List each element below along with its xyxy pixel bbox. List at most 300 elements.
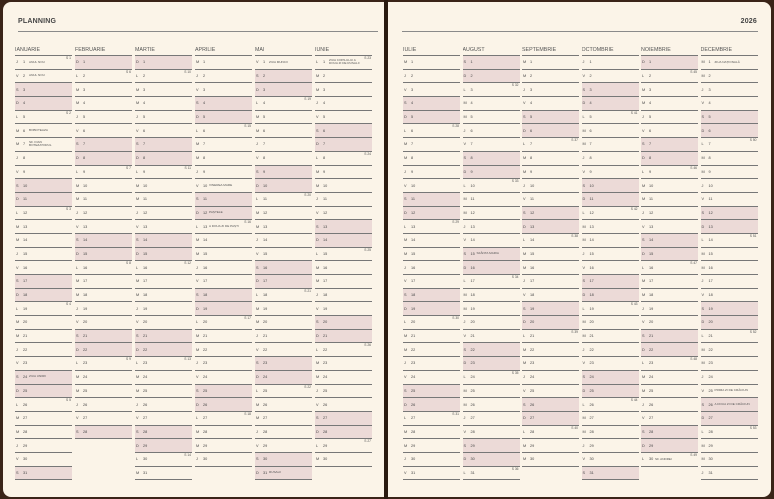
day-row[interactable] — [15, 398, 72, 412]
day-row[interactable] — [75, 371, 132, 385]
day-row[interactable] — [463, 179, 520, 193]
day-row[interactable] — [463, 289, 520, 303]
day-row[interactable] — [75, 97, 132, 111]
day-row[interactable] — [701, 97, 758, 111]
day-row[interactable] — [195, 261, 252, 275]
day-row[interactable] — [403, 275, 460, 289]
day-row[interactable] — [255, 111, 312, 125]
day-row[interactable] — [75, 302, 132, 316]
day-row[interactable] — [195, 124, 252, 138]
day-row[interactable] — [463, 412, 520, 426]
day-row[interactable] — [701, 124, 758, 138]
day-row[interactable] — [463, 467, 520, 481]
day-row[interactable] — [701, 371, 758, 385]
day-row[interactable] — [641, 343, 698, 357]
day-row[interactable] — [255, 467, 312, 481]
day-row[interactable] — [582, 439, 639, 453]
day-row[interactable] — [195, 330, 252, 344]
day-row[interactable] — [463, 357, 520, 371]
day-row[interactable] — [582, 234, 639, 248]
day-row[interactable] — [522, 289, 579, 303]
day-row[interactable] — [463, 138, 520, 152]
day-row[interactable] — [522, 426, 579, 440]
day-row[interactable] — [701, 111, 758, 125]
day-row[interactable] — [701, 70, 758, 84]
day-row[interactable] — [403, 152, 460, 166]
day-row[interactable] — [195, 275, 252, 289]
day-row[interactable] — [75, 385, 132, 399]
day-row[interactable] — [463, 70, 520, 84]
day-row[interactable] — [403, 56, 460, 70]
day-row[interactable] — [403, 439, 460, 453]
day-row[interactable] — [315, 220, 372, 234]
day-row[interactable] — [255, 289, 312, 303]
day-row[interactable] — [641, 152, 698, 166]
day-row[interactable] — [315, 439, 372, 453]
day-row[interactable] — [582, 453, 639, 467]
day-row[interactable] — [582, 412, 639, 426]
day-row[interactable] — [255, 357, 312, 371]
day-row[interactable] — [463, 398, 520, 412]
day-row[interactable] — [135, 207, 192, 221]
day-row[interactable] — [15, 220, 72, 234]
day-row[interactable] — [255, 453, 312, 467]
day-row[interactable] — [195, 220, 252, 234]
day-row[interactable] — [582, 248, 639, 262]
day-row[interactable] — [463, 97, 520, 111]
day-row[interactable] — [15, 453, 72, 467]
day-row[interactable] — [641, 111, 698, 125]
day-row[interactable] — [522, 343, 579, 357]
day-row[interactable] — [701, 275, 758, 289]
day-row[interactable] — [522, 412, 579, 426]
day-row[interactable] — [315, 56, 372, 70]
day-row[interactable] — [75, 179, 132, 193]
day-row[interactable] — [15, 166, 72, 180]
day-row[interactable] — [255, 83, 312, 97]
day-row[interactable] — [522, 124, 579, 138]
day-row[interactable] — [15, 467, 72, 481]
day-row[interactable] — [315, 357, 372, 371]
day-row[interactable] — [582, 330, 639, 344]
day-row[interactable] — [701, 385, 758, 399]
day-row[interactable] — [15, 343, 72, 357]
day-row[interactable] — [195, 179, 252, 193]
day-row[interactable] — [582, 261, 639, 275]
day-row[interactable] — [701, 426, 758, 440]
day-row[interactable] — [463, 56, 520, 70]
day-row[interactable] — [641, 261, 698, 275]
day-row[interactable] — [15, 70, 72, 84]
day-row[interactable] — [403, 426, 460, 440]
day-row[interactable] — [403, 111, 460, 125]
day-row[interactable] — [582, 70, 639, 84]
day-row[interactable] — [522, 302, 579, 316]
day-row[interactable] — [135, 343, 192, 357]
day-row[interactable] — [641, 234, 698, 248]
day-row[interactable] — [641, 439, 698, 453]
day-row[interactable] — [701, 138, 758, 152]
day-row[interactable] — [255, 56, 312, 70]
day-row[interactable] — [15, 248, 72, 262]
day-row[interactable] — [135, 453, 192, 467]
day-row[interactable] — [195, 70, 252, 84]
day-row[interactable] — [403, 138, 460, 152]
day-row[interactable] — [582, 316, 639, 330]
day-row[interactable] — [582, 97, 639, 111]
day-row[interactable] — [641, 83, 698, 97]
day-row[interactable] — [195, 193, 252, 207]
day-row[interactable] — [315, 138, 372, 152]
day-row[interactable] — [463, 302, 520, 316]
day-row[interactable] — [75, 124, 132, 138]
day-row[interactable] — [582, 138, 639, 152]
day-row[interactable] — [463, 220, 520, 234]
day-row[interactable] — [255, 261, 312, 275]
day-row[interactable] — [403, 193, 460, 207]
day-row[interactable] — [135, 371, 192, 385]
day-row[interactable] — [315, 83, 372, 97]
day-row[interactable] — [522, 166, 579, 180]
day-row[interactable] — [701, 412, 758, 426]
day-row[interactable] — [135, 289, 192, 303]
day-row[interactable] — [75, 193, 132, 207]
day-row[interactable] — [255, 179, 312, 193]
day-row[interactable] — [403, 316, 460, 330]
day-row[interactable] — [315, 111, 372, 125]
day-row[interactable] — [582, 371, 639, 385]
day-row[interactable] — [403, 97, 460, 111]
day-row[interactable] — [582, 111, 639, 125]
day-row[interactable] — [75, 220, 132, 234]
day-row[interactable] — [195, 343, 252, 357]
day-row[interactable] — [315, 343, 372, 357]
day-row[interactable] — [641, 453, 698, 467]
day-row[interactable] — [522, 275, 579, 289]
day-row[interactable] — [463, 426, 520, 440]
day-row[interactable] — [75, 330, 132, 344]
day-row[interactable] — [15, 426, 72, 440]
day-row[interactable] — [463, 453, 520, 467]
day-row[interactable] — [522, 56, 579, 70]
day-row[interactable] — [255, 371, 312, 385]
day-row[interactable] — [582, 124, 639, 138]
day-row[interactable] — [15, 330, 72, 344]
day-row[interactable] — [403, 234, 460, 248]
day-row[interactable] — [522, 371, 579, 385]
day-row[interactable] — [701, 302, 758, 316]
day-row[interactable] — [315, 289, 372, 303]
day-row[interactable] — [15, 152, 72, 166]
day-row[interactable] — [135, 166, 192, 180]
day-row[interactable] — [255, 330, 312, 344]
day-row[interactable] — [463, 193, 520, 207]
day-row[interactable] — [135, 302, 192, 316]
day-row[interactable] — [701, 439, 758, 453]
day-row[interactable] — [15, 83, 72, 97]
day-row[interactable] — [15, 357, 72, 371]
day-row[interactable] — [522, 357, 579, 371]
day-row[interactable] — [315, 453, 372, 467]
day-row[interactable] — [641, 398, 698, 412]
day-row[interactable] — [255, 166, 312, 180]
day-row[interactable] — [701, 56, 758, 70]
day-row[interactable] — [15, 234, 72, 248]
day-row[interactable] — [641, 275, 698, 289]
day-row[interactable] — [463, 385, 520, 399]
day-row[interactable] — [582, 467, 639, 481]
day-row[interactable] — [701, 193, 758, 207]
day-row[interactable] — [403, 261, 460, 275]
day-row[interactable] — [403, 166, 460, 180]
day-row[interactable] — [641, 179, 698, 193]
day-row[interactable] — [195, 426, 252, 440]
day-row[interactable] — [255, 426, 312, 440]
day-row[interactable] — [135, 193, 192, 207]
day-row[interactable] — [403, 302, 460, 316]
day-row[interactable] — [315, 248, 372, 262]
day-row[interactable] — [463, 248, 520, 262]
day-row[interactable] — [403, 220, 460, 234]
day-row[interactable] — [15, 371, 72, 385]
day-row[interactable] — [255, 275, 312, 289]
day-row[interactable] — [135, 220, 192, 234]
day-row[interactable] — [315, 193, 372, 207]
day-row[interactable] — [522, 385, 579, 399]
day-row[interactable] — [641, 371, 698, 385]
day-row[interactable] — [255, 234, 312, 248]
day-row[interactable] — [463, 111, 520, 125]
day-row[interactable] — [582, 166, 639, 180]
day-row[interactable] — [522, 70, 579, 84]
day-row[interactable] — [701, 343, 758, 357]
day-row[interactable] — [195, 83, 252, 97]
day-row[interactable] — [701, 83, 758, 97]
day-row[interactable] — [522, 179, 579, 193]
day-row[interactable] — [701, 330, 758, 344]
day-row[interactable] — [75, 357, 132, 371]
day-row[interactable] — [315, 152, 372, 166]
day-row[interactable] — [15, 412, 72, 426]
day-row[interactable] — [315, 275, 372, 289]
day-row[interactable] — [255, 124, 312, 138]
day-row[interactable] — [195, 97, 252, 111]
day-row[interactable] — [701, 398, 758, 412]
day-row[interactable] — [255, 385, 312, 399]
day-row[interactable] — [522, 220, 579, 234]
day-row[interactable] — [522, 453, 579, 467]
day-row[interactable] — [75, 166, 132, 180]
day-row[interactable] — [195, 398, 252, 412]
day-row[interactable] — [582, 426, 639, 440]
day-row[interactable] — [315, 330, 372, 344]
day-row[interactable] — [255, 152, 312, 166]
day-row[interactable] — [582, 357, 639, 371]
day-row[interactable] — [641, 385, 698, 399]
day-row[interactable] — [195, 289, 252, 303]
day-row[interactable] — [195, 385, 252, 399]
day-row[interactable] — [255, 193, 312, 207]
day-row[interactable] — [701, 179, 758, 193]
day-row[interactable] — [135, 316, 192, 330]
day-row[interactable] — [403, 289, 460, 303]
day-row[interactable] — [75, 412, 132, 426]
day-row[interactable] — [255, 343, 312, 357]
day-row[interactable] — [75, 261, 132, 275]
day-row[interactable] — [701, 248, 758, 262]
day-row[interactable] — [403, 453, 460, 467]
day-row[interactable] — [463, 152, 520, 166]
day-row[interactable] — [641, 166, 698, 180]
day-row[interactable] — [15, 56, 72, 70]
day-row[interactable] — [403, 412, 460, 426]
day-row[interactable] — [315, 166, 372, 180]
day-row[interactable] — [641, 124, 698, 138]
day-row[interactable] — [15, 261, 72, 275]
day-row[interactable] — [701, 152, 758, 166]
day-row[interactable] — [641, 302, 698, 316]
day-row[interactable] — [75, 207, 132, 221]
day-row[interactable] — [701, 289, 758, 303]
day-row[interactable] — [255, 412, 312, 426]
day-row[interactable] — [522, 207, 579, 221]
day-row[interactable] — [641, 289, 698, 303]
day-row[interactable] — [195, 138, 252, 152]
day-row[interactable] — [403, 371, 460, 385]
day-row[interactable] — [403, 330, 460, 344]
day-row[interactable] — [135, 152, 192, 166]
day-row[interactable] — [135, 385, 192, 399]
day-row[interactable] — [135, 398, 192, 412]
day-row[interactable] — [135, 97, 192, 111]
day-row[interactable] — [195, 316, 252, 330]
day-row[interactable] — [641, 330, 698, 344]
day-row[interactable] — [315, 234, 372, 248]
day-row[interactable] — [315, 207, 372, 221]
day-row[interactable] — [75, 152, 132, 166]
day-row[interactable] — [15, 111, 72, 125]
day-row[interactable] — [641, 426, 698, 440]
day-row[interactable] — [15, 275, 72, 289]
day-row[interactable] — [463, 234, 520, 248]
day-row[interactable] — [75, 343, 132, 357]
day-row[interactable] — [75, 83, 132, 97]
day-row[interactable] — [463, 316, 520, 330]
day-row[interactable] — [195, 439, 252, 453]
day-row[interactable] — [135, 70, 192, 84]
day-row[interactable] — [582, 220, 639, 234]
day-row[interactable] — [641, 207, 698, 221]
day-row[interactable] — [463, 371, 520, 385]
day-row[interactable] — [255, 207, 312, 221]
day-row[interactable] — [522, 316, 579, 330]
day-row[interactable] — [582, 152, 639, 166]
day-row[interactable] — [582, 179, 639, 193]
day-row[interactable] — [641, 316, 698, 330]
day-row[interactable] — [315, 179, 372, 193]
day-row[interactable] — [403, 398, 460, 412]
day-row[interactable] — [522, 330, 579, 344]
day-row[interactable] — [135, 124, 192, 138]
day-row[interactable] — [135, 179, 192, 193]
day-row[interactable] — [403, 70, 460, 84]
day-row[interactable] — [641, 138, 698, 152]
day-row[interactable] — [403, 124, 460, 138]
day-row[interactable] — [315, 302, 372, 316]
day-row[interactable] — [135, 248, 192, 262]
day-row[interactable] — [75, 248, 132, 262]
day-row[interactable] — [75, 138, 132, 152]
day-row[interactable] — [701, 166, 758, 180]
day-row[interactable] — [315, 398, 372, 412]
day-row[interactable] — [75, 70, 132, 84]
day-row[interactable] — [15, 289, 72, 303]
day-row[interactable] — [641, 412, 698, 426]
day-row[interactable] — [641, 56, 698, 70]
day-row[interactable] — [255, 439, 312, 453]
day-row[interactable] — [522, 193, 579, 207]
day-row[interactable] — [195, 207, 252, 221]
day-row[interactable] — [463, 166, 520, 180]
day-row[interactable] — [315, 97, 372, 111]
day-row[interactable] — [75, 56, 132, 70]
day-row[interactable] — [75, 426, 132, 440]
day-row[interactable] — [135, 412, 192, 426]
day-row[interactable] — [463, 343, 520, 357]
day-row[interactable] — [195, 357, 252, 371]
day-row[interactable] — [403, 343, 460, 357]
day-row[interactable] — [522, 83, 579, 97]
day-row[interactable] — [195, 412, 252, 426]
day-row[interactable] — [135, 138, 192, 152]
day-row[interactable] — [463, 330, 520, 344]
day-row[interactable] — [403, 357, 460, 371]
day-row[interactable] — [463, 261, 520, 275]
day-row[interactable] — [135, 261, 192, 275]
day-row[interactable] — [255, 220, 312, 234]
day-row[interactable] — [522, 138, 579, 152]
day-row[interactable] — [195, 56, 252, 70]
day-row[interactable] — [582, 193, 639, 207]
day-row[interactable] — [195, 248, 252, 262]
day-row[interactable] — [15, 97, 72, 111]
day-row[interactable] — [403, 248, 460, 262]
day-row[interactable] — [315, 371, 372, 385]
day-row[interactable] — [522, 398, 579, 412]
day-row[interactable] — [195, 166, 252, 180]
day-row[interactable] — [641, 248, 698, 262]
day-row[interactable] — [15, 138, 72, 152]
day-row[interactable] — [582, 56, 639, 70]
day-row[interactable] — [522, 152, 579, 166]
day-row[interactable] — [15, 316, 72, 330]
day-row[interactable] — [641, 357, 698, 371]
day-row[interactable] — [195, 111, 252, 125]
day-row[interactable] — [135, 56, 192, 70]
day-row[interactable] — [255, 398, 312, 412]
day-row[interactable] — [195, 453, 252, 467]
day-row[interactable] — [403, 83, 460, 97]
day-row[interactable] — [15, 193, 72, 207]
day-row[interactable] — [463, 207, 520, 221]
day-row[interactable] — [641, 220, 698, 234]
day-row[interactable] — [641, 97, 698, 111]
day-row[interactable] — [463, 439, 520, 453]
day-row[interactable] — [195, 234, 252, 248]
day-row[interactable] — [255, 302, 312, 316]
day-row[interactable] — [195, 302, 252, 316]
day-row[interactable] — [315, 124, 372, 138]
